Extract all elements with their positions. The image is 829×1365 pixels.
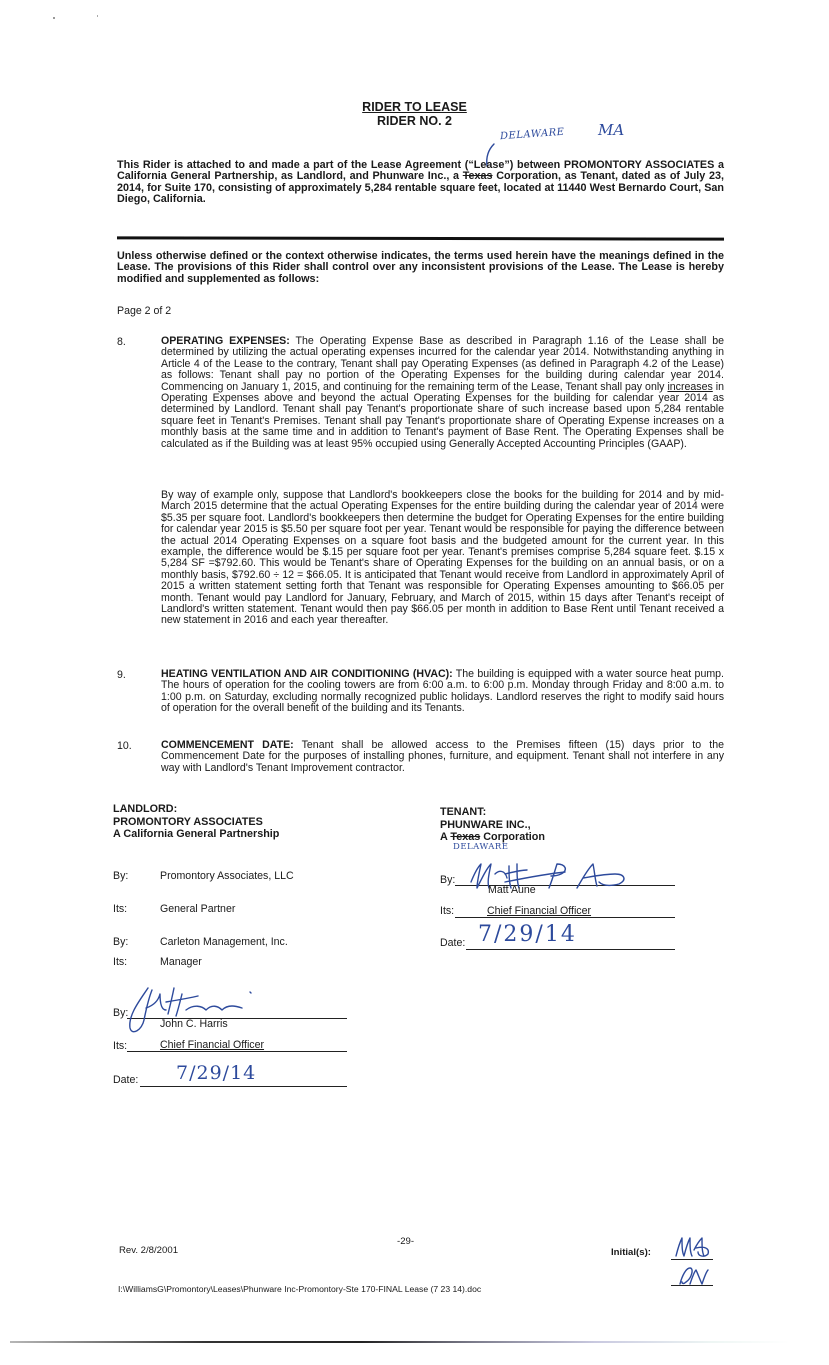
landlord-signer-name: John C. Harris xyxy=(160,1018,228,1030)
landlord-by-label: By: xyxy=(113,1007,129,1019)
handwritten-initials-note: MA xyxy=(598,121,625,139)
tenant-date-line[interactable] xyxy=(466,949,675,950)
section-9-body xyxy=(161,669,724,715)
landlord-its-label: Its: xyxy=(113,1040,128,1052)
landlord-date-label: Date: xyxy=(113,1074,139,1086)
section-10-body xyxy=(161,740,724,774)
tenant-entity-prefix: A xyxy=(440,831,451,843)
landlord-entity: A California General Partnership xyxy=(113,828,280,840)
tenant-signer-title: Chief Financial Officer xyxy=(487,905,592,917)
tenant-handwritten-delaware: DELAWARE xyxy=(453,842,509,852)
handwritten-delaware-note: DELAWARE xyxy=(499,126,565,143)
section-9-heading: HEATING VENTILATION AND AIR CONDITIONING (HVAC): xyxy=(161,668,453,680)
section-9-number: 9. xyxy=(117,669,126,681)
landlord-handwritten-date: 7/29/14 xyxy=(176,1062,257,1084)
document-title: RIDER TO LEASE xyxy=(362,100,467,114)
landlord-row-label: By: xyxy=(113,936,129,948)
landlord-label: LANDLORD: xyxy=(113,803,178,815)
section-8-body xyxy=(161,336,724,450)
section-10-text: Tenant shall be allowed access to the Premises fifteen (15) days prior to the Commencement Date for the purposes of installing phones, furniture, and equipment. Tenant shall not interfere in any way with Landlord's Tenant Improvement contractor. xyxy=(161,739,724,774)
landlord-name: PROMONTORY ASSOCIATES xyxy=(113,815,263,828)
horizontal-divider xyxy=(117,236,724,240)
revision-date: Rev. 2/8/2001 xyxy=(119,1245,179,1256)
tenant-handwritten-date: 7/29/14 xyxy=(478,922,577,947)
tenant-initials xyxy=(674,1236,714,1260)
scan-artifact-line xyxy=(10,1341,790,1343)
tenant-entity-suffix: Corporation xyxy=(480,831,545,843)
landlord-row-value: Carleton Management, Inc. xyxy=(160,936,288,948)
landlord-row-value: Promontory Associates, LLC xyxy=(160,870,294,882)
landlord-row-label: Its: xyxy=(113,956,128,968)
section-10-number: 10. xyxy=(117,740,132,752)
section-8-number: 8. xyxy=(117,336,126,348)
intro-paragraph xyxy=(117,160,724,206)
scan-speck xyxy=(97,15,98,17)
landlord-row-label: Its: xyxy=(113,903,128,915)
section-8-text-b: in Operating Expenses above and beyond the actual Operating Expenses for the building for calendar year 2014 as determined by Landlord. Tenant shall pay Tenant's proportionate share of such increase based upon 5,284 rentable square feet in Tenant's Premises. Tenant shall pay Tenant's proportionate share of Operating Expense increases on a monthly basis at the same time and in addition to Tenant's payment of Base Rent. The Operating Expenses shall be calculated as if the Building was at least 95% occupied using Generally Accepted Accounting Principles (GAAP). xyxy=(161,380,724,450)
intro-text-part2: Corporation, as Tenant, dated as of July 23, 2014, for Suite 170, consisting of approximately 5,284 rentable square feet, located at 11440 West Bernardo Court, San Diego, California. xyxy=(117,170,724,206)
tenant-date-label: Date: xyxy=(440,937,466,949)
landlord-signer-title: Chief Financial Officer xyxy=(160,1039,265,1051)
tenant-block-header xyxy=(440,806,545,844)
tenant-its-label: Its: xyxy=(440,905,455,917)
landlord-signature xyxy=(118,980,268,1040)
section-8-heading: OPERATING EXPENSES: xyxy=(161,335,290,347)
file-path: I:\WilliamsG\Promontory\Leases\Phunware Inc-Promontory-Ste 170-FINAL Lease (7 23 14).doc xyxy=(118,1284,482,1294)
intro-text-part1: This Rider is attached to and made a part of the Lease Agreement (“Lease”) between PROMONTORY ASSOCIATES a California General Partnership, as Landlord, and Phunware Inc., a xyxy=(117,159,724,183)
landlord-title-line xyxy=(127,1051,347,1052)
section-9-text: The building is equipped with a water source heat pump. The hours of operation for the cooling towers are from 6:00 a.m. to 6:00 p.m. Monday through Friday and 8:00 a.m. to 1:00 p.m. on Saturday, excluding normally recognized public holidays. Landlord reserves the right to modify said hours of operation for the overall benefit of the building and its Tenants. xyxy=(161,668,724,715)
page-label: Page 2 of 2 xyxy=(117,305,172,317)
section-8-text-a: The Operating Expense Base as described in Paragraph 1.16 of the Lease shall be determined by utilizing the actual operating expenses incurred for the calendar year 2014. Notwithstanding anything in Article 4 of the Lease to the contrary, Tenant shall pay Operating Expenses (as defined in Paragraph 4.2 of the Lease) as follows: Tenant shall pay no portion of the Operating Expenses for the building during calendar year 2014. Commencing on January 1, 2015, and continuing for the remaining term of the Lease, Tenant shall pay only xyxy=(161,335,724,393)
initials-label: Initial(s): xyxy=(611,1247,651,1258)
preamble-paragraph: Unless otherwise defined or the context otherwise indicates, the terms used herein have the meanings defined in the Lease. The provisions of this Rider shall control over any inconsistent provisions of the Lease. The Lease is hereby modified and supplemented as follows: xyxy=(117,250,724,285)
landlord-date-line[interactable] xyxy=(140,1086,347,1087)
landlord-row-value: Manager xyxy=(160,956,202,968)
page-number: -29- xyxy=(397,1236,415,1247)
landlord-block-header xyxy=(113,803,279,841)
section-8-example: By way of example only, suppose that Landlord's bookkeepers close the books for the building for 2014 and by mid-March 2015 determine that the actual Operating Expenses for the entire building during the calendar year of 2014 were $5.35 per square foot. Landlord's bookkeepers then determine the budget for Operating Expenses for the entire building for calendar year 2015 is $5.50 per square foot per year. Tenant would be responsible for paying the difference between the actual 2014 Operating Expenses on a square foot basis and the budgeted amount for the current year. In this example, the difference would be $.15 per square foot per year. Tenant's premises comprise 5,284 square feet. $.15 x 5,284 SF =$792.60. This would be Tenant's share of Operating Expenses for the building on an annual basis, or on a monthly basis, $792.60 ÷ 12 = $66.05. It is anticipated that Tenant would receive from Landlord in approximately April of 2015 a written statement setting forth that Tenant was responsible for Operating Expenses amounting to $66.05 per month. Tenant would pay Landlord for January, February, and March of 2015, within 15 days after Tenant's receipt of Landlord's written statement. Tenant would then pay $66.05 per month in addition to Base Rent until Tenant received a new statement in 2016 and each year thereafter. xyxy=(161,489,724,627)
scan-speck xyxy=(53,17,55,19)
section-10-heading: COMMENCEMENT DATE: xyxy=(161,739,294,751)
tenant-label: TENANT: xyxy=(440,806,487,818)
landlord-initials xyxy=(676,1264,710,1288)
underlined-increases: increases xyxy=(667,380,713,393)
document-subtitle: RIDER NO. 2 xyxy=(376,114,452,128)
landlord-row-label: By: xyxy=(113,870,129,882)
tenant-struck-texas: Texas xyxy=(450,831,481,843)
struck-texas: Texas xyxy=(462,170,493,183)
tenant-name: PHUNWARE INC., xyxy=(440,818,531,831)
tenant-signer-name: Matt Aune xyxy=(488,884,536,896)
tenant-by-label: By: xyxy=(440,874,456,886)
tenant-title-line xyxy=(455,917,675,918)
landlord-row-value: General Partner xyxy=(160,903,236,915)
